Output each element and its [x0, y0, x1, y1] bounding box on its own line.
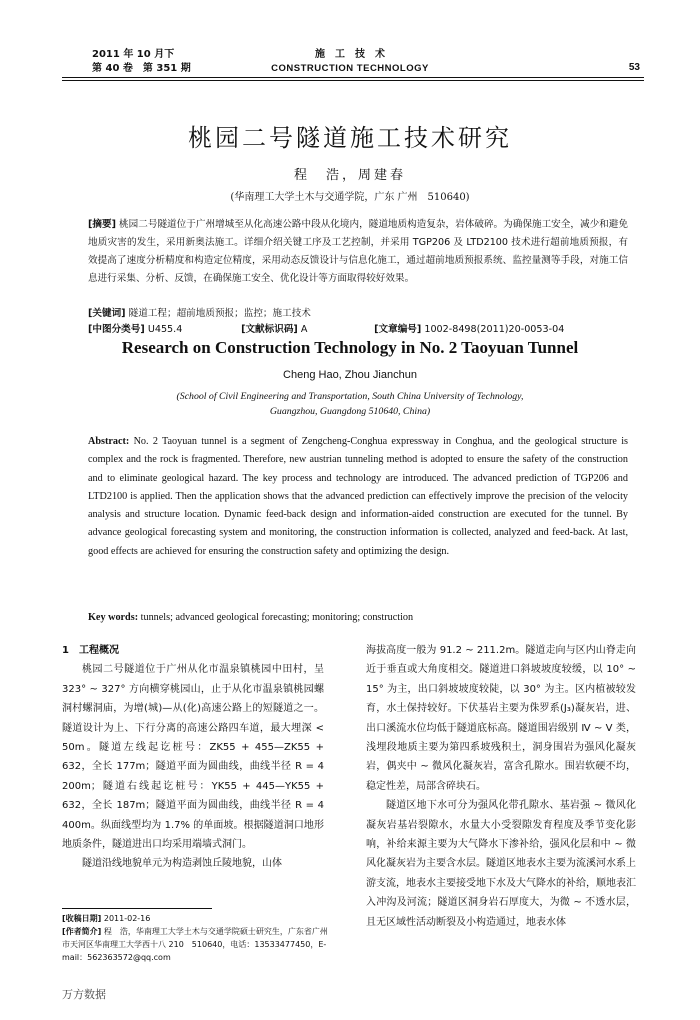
metadata-cn [88, 306, 648, 338]
affiliation-en [90, 389, 610, 419]
author-bio-label: [作者简介] [62, 927, 102, 936]
header-journal [250, 48, 450, 76]
article-number [374, 322, 564, 338]
article-number-label: [文章编号] [374, 324, 422, 335]
document-code-label: [文献标识码] [241, 324, 298, 335]
class-number [88, 322, 238, 338]
affiliation-en-line2: Guangzhou, Guangdong 510640, China) [269, 406, 431, 417]
body-column-right [366, 641, 636, 932]
document-code-value: A [300, 324, 308, 335]
classification-row [88, 322, 648, 338]
document-code [241, 322, 371, 338]
keywords-en-text: tunnels; advanced geological forecasting; monitoring; construction [140, 612, 414, 623]
article-number-value: 1002-8498(2011)20-0053-04 [424, 324, 565, 335]
received-date [62, 912, 330, 925]
abstract-en-text: No. 2 Taoyuan tunnel is a segment of Zengcheng-Conghua expressway in Conghua, and the geological structure is complex and the rock is fragmented. Therefore, new austrian tunneling method is adopted to ensure the safety of the construction and to eliminate geological hazard. The key process and technology are introduced. The advanced prediction of TGP206 and LTD2100 is applied. Then the application shows that the advanced prediction can effectively improve the precision of the velocity analysis and structure location. Dynamic feed-back design and information-aided construction are executed for the tunnel. By advance geological forecasting system and monitoring, the construction information is collected, analyzed and feed-back. At last, good effects are achieved for ensuring the construction safety and optimizing the design. [88, 436, 629, 557]
authors-cn: 程 浩，周建春 [293, 168, 406, 183]
page-number: 53 [628, 62, 640, 73]
class-number-label: [中图分类号] [88, 324, 145, 335]
received-label: [收稿日期] [62, 914, 102, 923]
abstract-en [88, 433, 628, 561]
body-paragraph: 海拔高度一般为 91.2 ~ 211.2m。隧道走向与区内山脊走向近于垂直或大角度相交。隧道进口斜坡坡度较缓，以 10° ~ 15° 为主，出口斜坡坡度较陡，以 30° 为主。区内植被较发育，水土保持较好。下伏基岩主要为侏罗系(J₃)凝灰岩，进、出口溪流水位均低于隧道底标高。隧道围岩级别 Ⅳ ~ Ⅴ 类，浅埋段地质主要为第四系坡残积土，洞身围岩为强风化凝灰岩，偶夹中 ~ 微风化凝灰岩，富含孔隙水。围岩软硬不均，稳定性差，局部含碎块石。 [366, 645, 636, 792]
abstract-cn-text: 桃园二号隧道位于广州增城至从化高速公路中段从化境内，隧道地质构造复杂，岩体破碎。为确保施工安全，减少和避免地质灾害的发生，采用新奥法施工。详细介绍关键工序及工艺控制，并采用 TGP206 及 LTD2100 技术进行超前地质预报，有效提高了速度分析精度和构造定位精度，采用动态反馈设计与信息化施工，通过超前地质预报系统、监控量测等手段，对施工信息进行采集、分析、反馈，在确保施工安全、优化设计等方面取得较好效果。 [88, 219, 628, 284]
header-volume: 第 40 卷 第 351 期 [92, 63, 191, 74]
affiliation-en-line1: (School of Civil Engineering and Transportation, South China University of Technology, [176, 391, 524, 402]
author-bio [62, 925, 330, 964]
author-bio-text: 程 浩，华南理工大学土木与交通学院硕士研究生，广东省广州市天河区华南理工大学西十八 210 510640，电话：13533477450，E-mail：562363572@qq.com [62, 927, 328, 962]
header-rule-thin [62, 80, 644, 81]
abstract-en-label: Abstract: [88, 436, 130, 447]
keywords-en-label: Key words: [88, 612, 139, 623]
received-value: 2011-02-16 [103, 914, 151, 923]
abstract-cn [88, 216, 628, 288]
watermark: 万方数据 [62, 988, 106, 1001]
header-rule [62, 77, 644, 78]
journal-name-en: CONSTRUCTION TECHNOLOGY [271, 63, 429, 74]
affiliation-cn: (华南理工大学土木与交通学院，广东 广州 510640) [230, 192, 470, 203]
authors-en: Cheng Hao, Zhou Jianchun [283, 369, 417, 381]
body-paragraph: 隧道区地下水可分为强风化带孔隙水、基岩强 ~ 微风化凝灰岩基岩裂隙水，水量大小受裂隙发育程度及季节变化影响，补给来源主要为大气降水下渗补给，强风化层和中 ~ 微风化凝灰岩为主要含水层。隧道区地表水主要为流溪河水系上游支流，地表水主要接受地下水及大气降水的补给，顺地表汇入冲沟及河流；隧道区洞身岩石厚度大，为微 ~ 不透水层，且无区域性活动断裂及小构造通过，地表水体 [366, 800, 636, 928]
title-en: Research on Construction Technology in No. 2 Taoyuan Tunnel [121, 338, 579, 357]
keywords-cn-text: 隧道工程；超前地质预报；监控；施工技术 [128, 308, 311, 319]
footnote [62, 912, 330, 964]
keywords-cn-label: [关键词] [88, 308, 126, 319]
journal-name-cn: 施 工 技 术 [315, 49, 385, 60]
header-issue-info [92, 48, 191, 76]
class-number-value: U455.4 [147, 324, 183, 335]
keywords-en [88, 610, 628, 625]
title-cn: 桃园二号隧道施工技术研究 [188, 124, 512, 152]
header-date: 2011 年 10 月下 [92, 49, 175, 60]
abstract-cn-label: [摘要] [88, 219, 116, 230]
body-paragraph: 桃园二号隧道位于广州从化市温泉镇桃园中田村，呈 323° ~ 327° 方向横穿桃园山，止于从化市温泉镇桃园螺洞村螺洞庙，为增(城)—从(化)高速公路上的短隧道之一。隧道设计为上、下行分离的高速公路四车道，最大埋深 < 50m。隧道左线起讫桩号：ZK55 + 455—ZK55 + 632，全长 177m；隧道平面为圆曲线，曲线半径 R = 4 200m；隧道右线起讫桩号：YK55 + 445—YK55 + 632，全长 187m；隧道平面为圆曲线，曲线半径 R = 4 400m。纵面线型均为 1.7% 的单面坡。根据隧道洞口地形地质条件，隧道进出口均采用端墙式洞门。 [62, 664, 324, 851]
body-column-left [62, 641, 324, 874]
footnote-rule [62, 908, 212, 909]
section-heading: 1 工程概况 [62, 645, 119, 656]
body-paragraph: 隧道沿线地貌单元为构造剥蚀丘陵地貌，山体 [82, 858, 282, 870]
keywords-cn [88, 306, 648, 322]
